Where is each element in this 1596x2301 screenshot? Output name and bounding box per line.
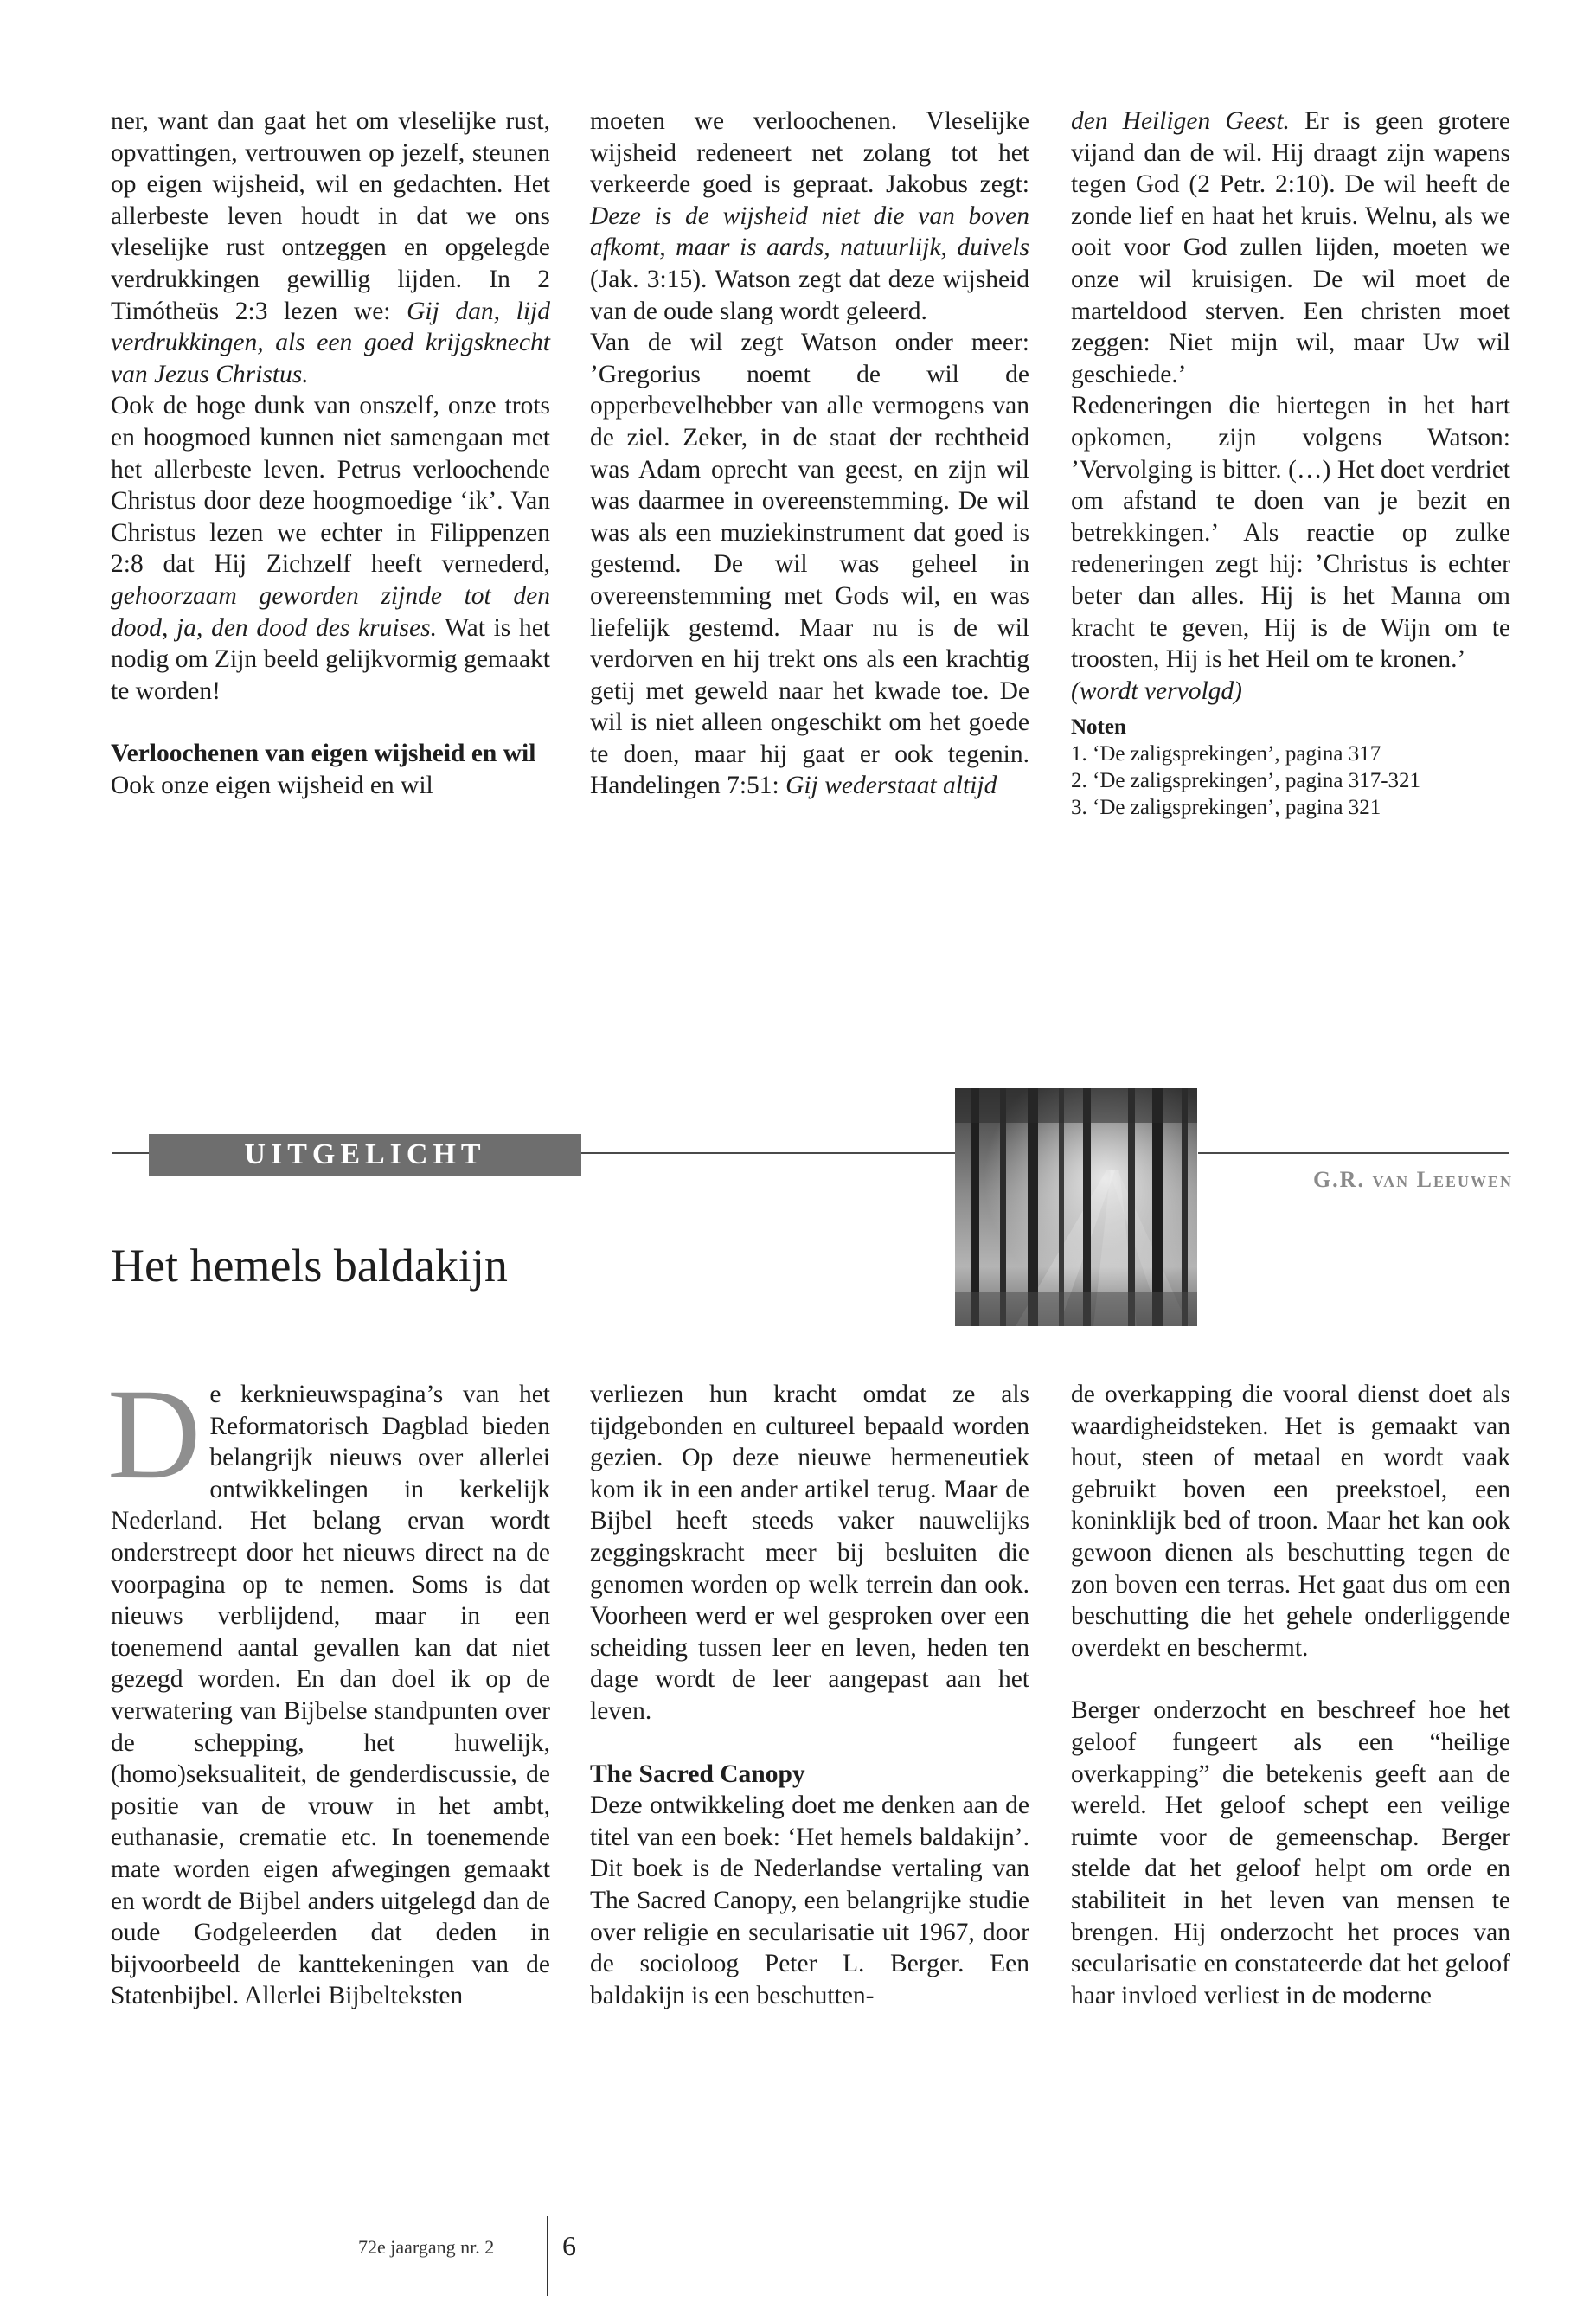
page-number: 6 (562, 2230, 576, 2261)
article-column-2 (590, 1379, 1029, 2011)
notes-title: Noten (1071, 715, 1126, 740)
author-byline: G.R. van Leeuwen (1312, 1167, 1513, 1192)
paragraph: Deze ontwikkeling doet me denken aan de titel van een boek: ‘Het hemels baldakijn’. Dit boek is de Nederlandse vertaling van The Sacred Canopy, een belangrijke studie over religie en secularisatie uit 1967, door de socioloog Peter L. Berger. Een baldakijn is een beschutten- (590, 1791, 1029, 2009)
paragraph: Berger onderzocht en beschreef hoe het geloof fungeert als een “heilige overkapping” die betekenis geeft aan de wereld. Het geloof schept een veilige ruimte voor de gemeenschap. Berger stelde dat het geloof helpt om orde en stabiliteit in het leven van mensen te brengen. Hij onderzocht het proces van secularisatie en constateerde dat het geloof haar invloed verliest in de moderne (1071, 1696, 1510, 2009)
note-item: 2. ‘De zaligsprekingen’, pagina 317-321 (1071, 769, 1421, 793)
note-item: 3. ‘De zaligsprekingen’, pagina 321 (1071, 796, 1381, 820)
paragraph: Ook onze eigen wijsheid en wil (111, 771, 433, 799)
issue-label: 72e jaargang nr. 2 (358, 2236, 495, 2258)
section-label-band (149, 1134, 581, 1176)
note-item: 1. ‘De zaligsprekingen’, pagina 317 (1071, 742, 1381, 766)
paragraph: Redeneringen die hiertegen in het hart opkomen, zijn volgens Watson: ’Vervolging is bitter. (…) Het doet verdriet om afstand te doen van je bezit en betrekkingen.’ Als reactie op zulke redeneringen zegt hij: ’Christus is echter beter dan alles. Hij is het Manna om kracht te geven, Hij is de Wijn om te troosten, Hij is het Heil om te kronen.’ (1071, 392, 1510, 674)
paragraph: Ook de hoge dunk van onszelf, onze trots en hoogmoed kunnen niet samengaan met het allerbeste leven. Petrus verloochende Christus door deze hoogmoedige ‘ik’. Van Christus lezen we echter in Filippenzen 2:8 dat Hij Zichzelf heeft vernederd, gehoorzaam geworden zijnde tot den dood, ja, den dood des kruises. Wat is het nodig om Zijn beeld gelijkvormig gemaakt te worden! (111, 392, 550, 705)
footer-divider (547, 2216, 548, 2296)
header-rule-left (112, 1152, 149, 1154)
top-column-2 (590, 106, 1029, 802)
continued-note: (wordt vervolgd) (1071, 676, 1242, 705)
section-label: UITGELICHT (244, 1138, 486, 1170)
paragraph: de overkapping die vooral dienst doet als waardigheidsteken. Het is gemaakt van hout, steen of metaal en wordt vaak gebruikt boven een preekstoel, een koninklijk bed of troon. Maar het kan ook gewoon dienen als beschutting tegen de zon boven een terras. Het gaat dus om een beschutting die het gehele onderliggende overdekt en beschermt. (1071, 1381, 1510, 1662)
top-column-1 (111, 106, 550, 801)
subheading: Verloochenen van eigen wijsheid en wil (111, 740, 536, 768)
article-title: Het hemels baldakijn (111, 1240, 508, 1292)
paragraph: ner, want dan gaat het om vleselijke rust, opvattingen, vertrouwen op jezelf, steunen op eigen wijsheid, wil en gedachten. Het allerbeste leven houdt in dat we ons vleselijke rust ontzeggen en opgelegde verdrukkingen gewillig lijden. In 2 Timótheüs 2:3 lezen we: Gij dan, lijd verdrukkingen, als een goed krijgsknecht van Jezus Christus. (111, 107, 550, 388)
paragraph: den Heiligen Geest. Er is geen grotere vijand dan de wil. Hij draagt zijn wapens tegen God (2 Petr. 2:10). De wil heeft de zonde lief en haat het kruis. Welnu, als we ooit voor God zullen lijden, moeten we onze wil kruisigen. De wil moet de marteldood sterven. Een christen moet zeggen: Niet mijn wil, maar Uw wil geschiede.’ (1071, 107, 1510, 388)
subheading: The Sacred Canopy (590, 1759, 805, 1788)
forest-photo (955, 1088, 1197, 1326)
paragraph: verliezen hun kracht omdat ze als tijdgebonden en cultureel bepaald worden gezien. Op deze nieuwe hermeneutiek kom ik in een ander artikel terug. Maar de Bijbel heeft steeds vaker nauwelijks zeggingskracht meer bij besluiten die genomen worden op welk terrein dan ook. Voorheen werd er wel gesproken over een scheiding tussen leer en leven, heden ten dage wordt de leer aangepast aan het leven. (590, 1381, 1029, 1725)
paragraph: De kerknieuwspagina’s van het Reformatorisch Dagblad bieden belangrijk nieuws over allerlei ontwikkelingen in kerkelijk Nederland. Het belang ervan wordt onderstreept door het nieuws direct na de voorpagina op te nemen. Soms is dat nieuws verblijdend, maar in een toenemend aantal gevallen kan dat niet gezegd worden. En dan doel ik op de verwatering van Bijbelse standpunten over de schepping, het huwelijk, (homo)seksualiteit, de genderdiscussie, de positie van de vrouw in het ambt, euthanasie, crematie etc. In toenemende mate worden eigen afwegingen gemaakt en wordt de Bijbel anders uitgelegd dan de oude Godgeleerden dat deden in bijvoorbeeld de kanttekeningen van de Statenbijbel. Allerlei Bijbelteksten (107, 1362, 550, 2010)
header-rule-right (1198, 1152, 1509, 1154)
header-rule-middle (581, 1152, 955, 1154)
article-column-1 (107, 1362, 550, 2012)
drop-cap: D (107, 1362, 202, 1506)
top-column-3 (1071, 106, 1510, 821)
paragraph: moeten we verloochenen. Vleselijke wijsheid redeneert net zolang tot het verkeerde goed is gepraat. Jakobus zegt: Deze is de wijsheid niet die van boven afkomt, maar is aards, natuurlijk, duivels (Jak. 3:15). Watson zegt dat deze wijsheid van de oude slang wordt geleerd. (590, 107, 1029, 325)
paragraph: Van de wil zegt Watson onder meer: ’Gregorius noemt de wil de opperbevelhebber van alle vermogens van de ziel. Zeker, in de staat der rechtheid was Adam oprecht van geest, en zijn wil was daarmee in overeenstemming. De wil was als een muziekinstrument dat goed is gestemd. De wil was geheel in overeenstemming met Gods wil, en was liefelijk gestemd. Maar nu is de wil verdorven en hij trekt ons als een krachtig getij met geweld naar het kwade toe. De wil is niet alleen ongeschikt om het goede te doen, maar hij gaat er ook tegenin. Handelingen 7:51: Gij wederstaat altijd (590, 329, 1029, 800)
article-column-3 (1071, 1379, 1510, 2011)
